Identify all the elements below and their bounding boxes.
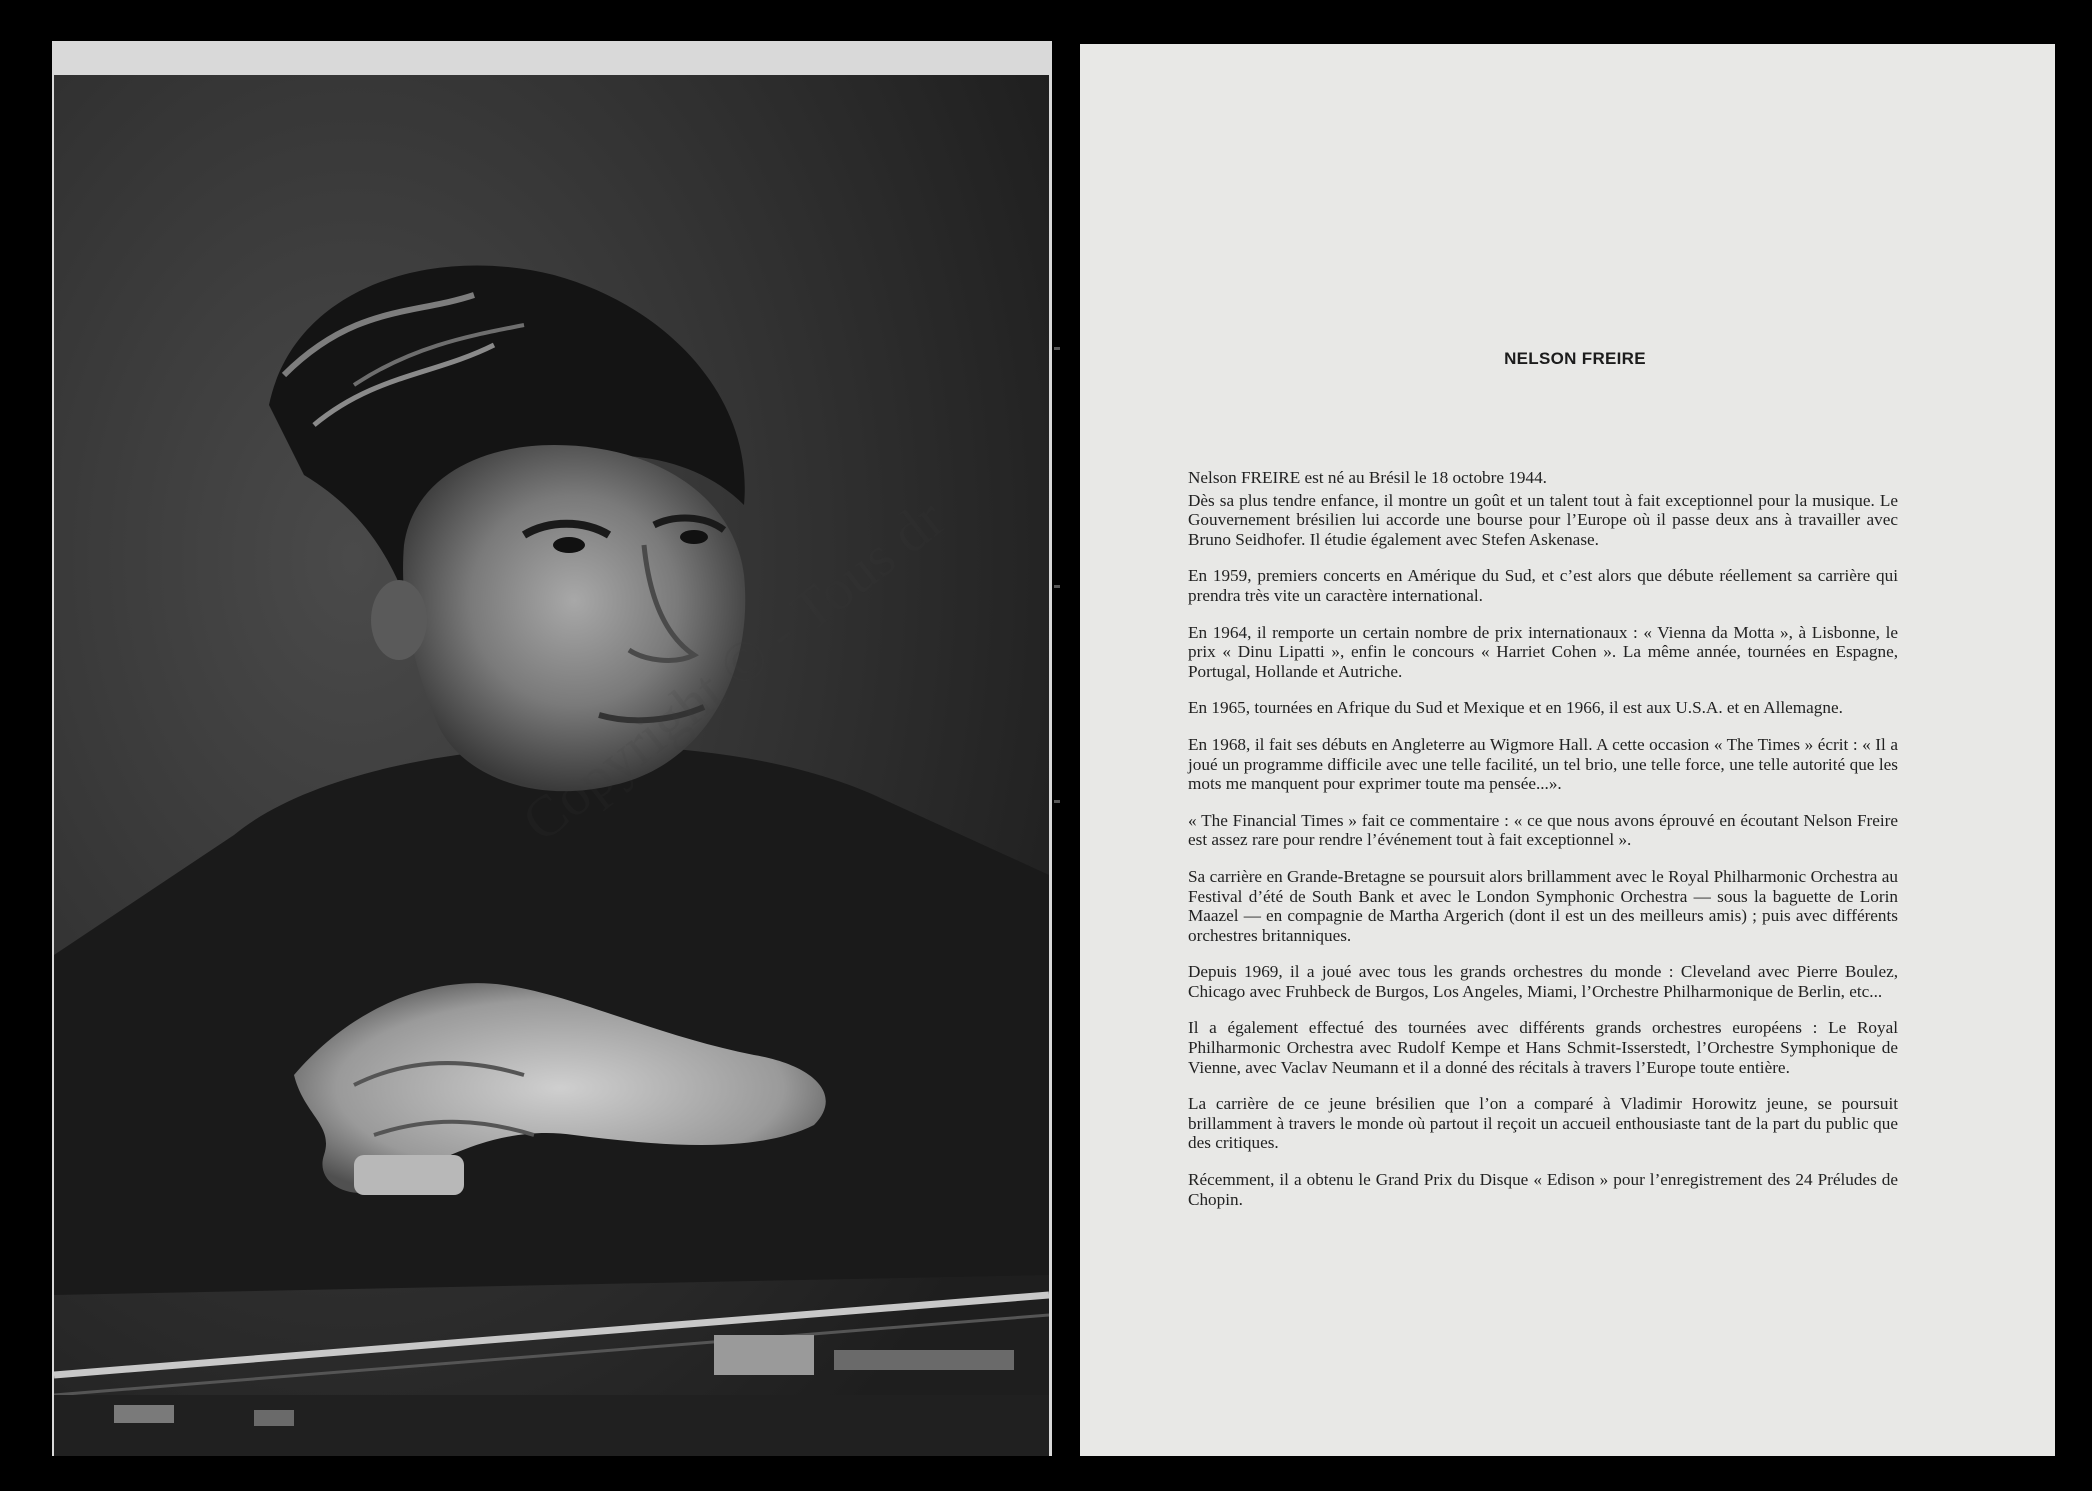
biography-text bbox=[1188, 468, 1898, 1226]
paragraph: Sa carrière en Grande-Bretagne se poursuit alors brillamment avec le Royal Philharmonic Orchestra au Festival d’été de South Bank et avec le London Symphonic Orchestra — sous la baguette de Lorin Maazel — en compagnie de Martha Argerich (dont il est un des meilleurs amis) ; puis avec différents orchestres britanniques. bbox=[1188, 866, 1898, 945]
paragraph: Dès sa plus tendre enfance, il montre un goût et un talent tout à fait exceptionnel pour la musique. Le Gouvernement brésilien lui accorde une bourse pour l’Europe où il passe deux ans à travailler avec Bruno Seidhofer. Il étudie également avec Stefen Askenase. bbox=[1188, 490, 1898, 549]
paragraph: En 1965, tournées en Afrique du Sud et Mexique et en 1966, il est aux U.S.A. et en Allemagne. bbox=[1188, 698, 1843, 718]
paragraph: Depuis 1969, il a joué avec tous les grands orchestres du monde : Cleveland avec Pierre Boulez, Chicago avec Fruhbeck de Burgos, Los Angeles, Miami, l’Orchestre Philharmonique de Berlin, etc... bbox=[1188, 962, 1898, 1001]
page-title: NELSON FREIRE bbox=[1504, 349, 1646, 368]
binding-mark bbox=[1054, 800, 1060, 803]
paragraph: « The Financial Times » fait ce commentaire : « ce que nous avons éprouvé en écoutant Nelson Freire est assez rare pour rendre l’événement tout à fait exceptionnel ». bbox=[1188, 810, 1898, 850]
paragraph: Il a également effectué des tournées avec différents grands orchestres européens : Le Royal Philharmonic Orchestra avec Rudolf Kempe et Hans Schmit-Isserstedt, l’Orchestre Symphonique de Vienne, avec Vaclav Neumann et il a donné des récitals à travers l’Europe toute entière. bbox=[1188, 1018, 1898, 1077]
right-page bbox=[1080, 44, 2055, 1456]
portrait-photo bbox=[54, 75, 1049, 1456]
left-page bbox=[52, 41, 1052, 1456]
binding-mark bbox=[1054, 585, 1060, 588]
paragraph: Récemment, il a obtenu le Grand Prix du Disque « Edison » pour l’enregistrement des 24 Préludes de Chopin. bbox=[1188, 1170, 1898, 1209]
paragraph: En 1964, il remporte un certain nombre de prix internationaux : « Vienna da Motta », à Lisbonne, le prix « Dinu Lipatti », enfin le concours « Harriet Cohen ». La même année, tournées en Espagne, Portugal, Hollande et Autriche. bbox=[1188, 622, 1898, 681]
paragraph: En 1959, premiers concerts en Amérique du Sud, et c’est alors que débute réellement sa carrière qui prendra très vite un caractère international. bbox=[1188, 566, 1898, 605]
binding-mark bbox=[1054, 347, 1060, 350]
paragraph: Nelson FREIRE est né au Brésil le 18 octobre 1944. bbox=[1188, 468, 1547, 487]
paragraph: La carrière de ce jeune brésilien que l’on a comparé à Vladimir Horowitz jeune, se poursuit brillamment à travers le monde où partout il reçoit un accueil enthousiaste tant de la part du public que des critiques. bbox=[1188, 1094, 1898, 1153]
paragraph: En 1968, il fait ses débuts en Angleterre au Wigmore Hall. A cette occasion « The Times » écrit : « Il a joué un programme difficile avec une telle facilité, un tel brio, une telle force, une telle autorité que les mots me manquent pour exprimer toute ma pensée...». bbox=[1188, 734, 1898, 794]
